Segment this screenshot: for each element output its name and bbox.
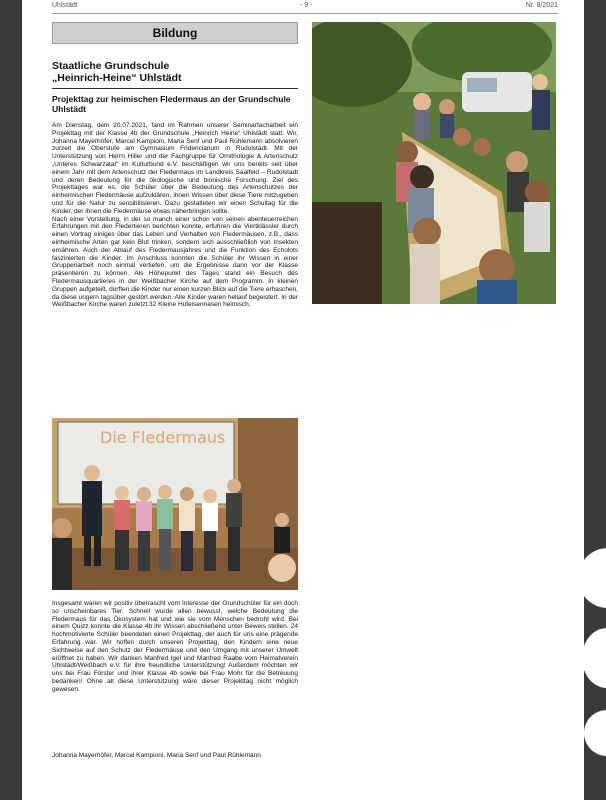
article-body-continued (52, 600, 298, 694)
edge-shape-2 (582, 628, 606, 688)
slide-title: Die Fledermaus (100, 428, 226, 447)
page-header (22, 0, 584, 16)
article-title: Projekttag zur heimischen Fledermaus an der Grundschule Uhlstädt (52, 94, 291, 114)
header-place: Uhlstädt (52, 2, 78, 9)
school-title-line-1: Staatliche Grundschule (52, 60, 170, 72)
photo-classroom-presentation (52, 418, 298, 590)
paragraph-1: Am Dienstag, dem 20.07.2021, fand im Rahmen unserer Seminarfacharbeit ein Projekttag mit der Klasse 4b der Grundschule „Heinrich Heine“ Uhlstädt statt. Wir, Johanna Mayerhöfer, Marcel Kampioni, Maria Senf und Paul Rühlemann absolvieren zurzeit die Oberstufe am Gymnasium Fridericianum in Rudolstadt. Mit der Unterstützung von Herrn Hiller und der Fachgruppe für Ornithologie & Artenschutz „Unteres Schwarzatal“ im Kulturbund e.V. beschäftigen wir uns bereits seit über einem Jahr mit dem Artenschutz der Fledermaus im Landkreis Saalfeld – Rudolstadt und deren Bedeutung für die ökologische und bionische Forschung. Ziel des Projekttages war es, die Schüler über die Bedeutung des Artenschutzes der einheimischen Fledermäuse aufzuklären, ihnen Wissen über diese Tiere mitzugeben und für die Natur zu sensibilisieren. Dazu gestalteten wir einen Schultag für die Kinder, der ihnen die Fledermäuse etwas näherbringen sollte. (52, 122, 298, 215)
paragraph-3: Insgesamt waren wir positiv überrascht vom Interesse der Grundschüler für ein doch so unscheinbares Tier. Schnell wurde allen bewusst, welche Bedeutung die Fledermaus für das Ökosystem hat und wie sie vom Menschen bedroht wird. Bei einem Quizz konnte die Klasse 4b ihr Wissen abschließend unter Beweis stellen. 24 hochmotivierte Schüler beendeten einen Projekttag, der auch für uns eine prägende Erfahrung war. Wir hoffen durch unseren Projekttag, den Kindern eine neue Sichtweise auf den Schutz der Fledermäuse und den Umgang mit unserer Umwelt eröffnet zu haben. Wir danken Manfred Igel und Manfred Raabe vom Heimatverein Uhlstädt/Weißbach e.V. für ihre freundliche Unterstützung! Außerdem möchten wir uns bei Frau Förster und ihrer Klasse 4b sowie bei Frau Mohr für die Betreuung bedanken! Ohne all diese Unterstützung wäre dieser Projekttag nicht möglich gewesen. (52, 600, 298, 693)
school-title (52, 60, 298, 84)
header-rule (52, 13, 558, 14)
article-column (52, 22, 298, 309)
header-page-number: - 9 - (300, 2, 313, 9)
photo-outdoor-group (312, 22, 556, 304)
article-authors: Johanna Mayerhöfer, Marcel Kampioni, Maria Senf und Paul Rühlemann (52, 752, 261, 759)
paragraph-2: Nach einer Vorstellung, in der so manch einer schon von seinen abenteuerreichen Erfahrungen mit den Fledertieren berichten konnte, erfuhren die Viertklässler durch einen Vortrag einiges über das Leben und Verhalten von Fledermäusen, z.B., dass einheimische Arten gar kein Blut trinken, sondern sich ausschließlich von Insekten ernähren. Auch der Ablauf des Fledermausjahres und die Funktion des Echolots faszinierten die Kinder. Im Anschluss konnten die Schüler ihr Wissen in einer Gruppenarbeit noch einmal vertiefen, um die Ergebnisse dann vor der Klasse präsentieren zu können. Als Höhepunkt des Tages stand ein Besuch des Fledermausquartieres in der Weißbacher Kirche auf dem Programm. In kleinen Gruppen aufgeteilt, durften die Kinder nur einen kurzen Blick auf die Tiere erhaschen, da diese ungern tagsüber gestört werden. Alle Kinder waren hellauf begeistert. In der Weißbacher Kirche waren zuletzt 32 Kleine Hufeisennasen heimisch. (52, 215, 298, 309)
school-title-line-2: „Heinrich-Heine“ Uhlstädt (52, 72, 182, 84)
header-issue-number: Nr. 8/2021 (525, 2, 558, 9)
edge-shape-3 (584, 710, 606, 756)
newspaper-page (22, 0, 584, 800)
title-rule (52, 88, 298, 89)
article-body (52, 122, 298, 309)
section-title: Bildung (52, 22, 298, 44)
photo-outdoor-illustration (312, 22, 556, 304)
